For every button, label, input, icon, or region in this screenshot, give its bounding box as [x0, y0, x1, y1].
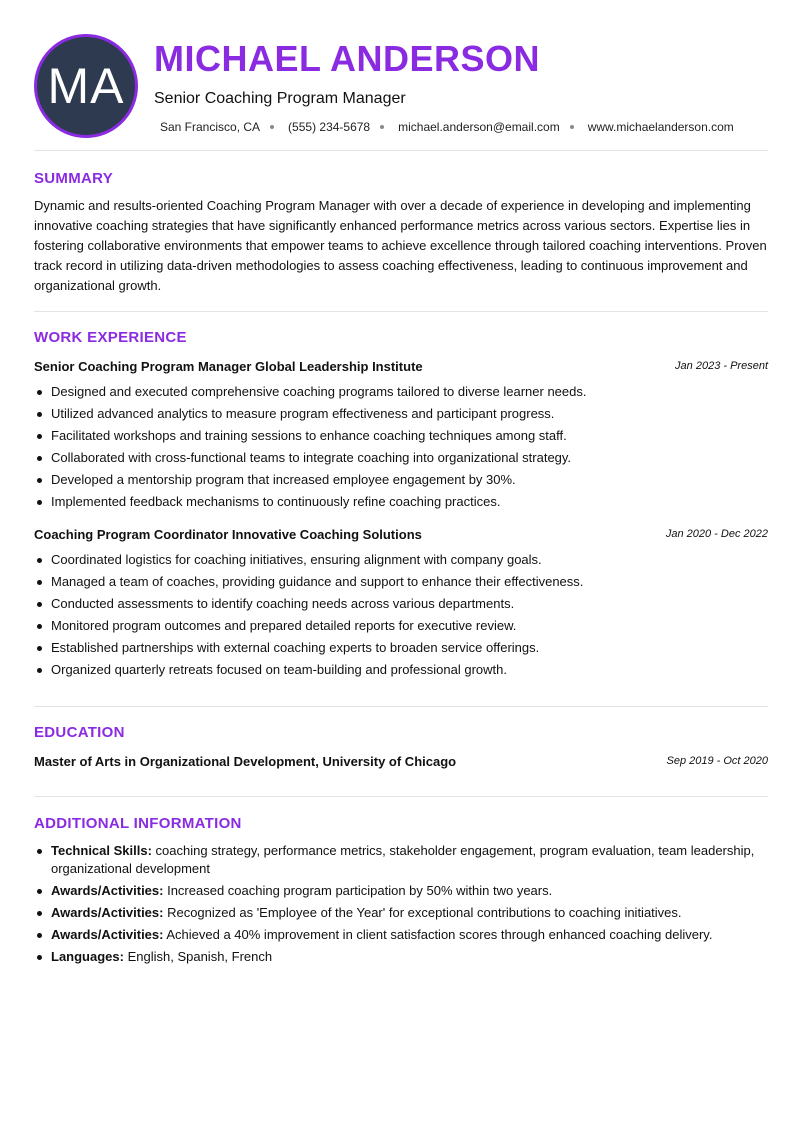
info-label: Languages:	[51, 949, 124, 964]
candidate-name: MICHAEL ANDERSON	[154, 38, 541, 79]
info-text: Increased coaching program participation by 50% within two years.	[163, 883, 553, 898]
list-item: Designed and executed comprehensive coaching programs tailored to diverse learner needs.	[34, 381, 768, 403]
section-divider	[34, 706, 768, 707]
job-dates: Jan 2020 - Dec 2022	[665, 528, 768, 540]
info-text: coaching strategy, performance metrics, stakeholder engagement, program evaluation, team leadership, organizational development	[51, 843, 755, 876]
education-dates: Sep 2019 - Oct 2020	[666, 755, 768, 767]
list-item	[34, 926, 768, 944]
list-item: Utilized advanced analytics to measure program effectiveness and participant progress.	[34, 403, 768, 425]
job-header	[34, 358, 768, 378]
list-item	[34, 882, 768, 900]
work-experience-heading: WORK EXPERIENCE	[34, 329, 187, 346]
bullet-separator-icon	[270, 125, 274, 129]
education-heading: EDUCATION	[34, 724, 125, 741]
section-divider	[34, 311, 768, 312]
list-item: Developed a mentorship program that increased employee engagement by 30%.	[34, 469, 768, 491]
job-header	[34, 526, 768, 546]
info-text: English, Spanish, French	[123, 949, 273, 964]
avatar	[34, 34, 138, 138]
list-item	[34, 904, 768, 922]
list-item: Organized quarterly retreats focused on team-building and professional growth.	[34, 659, 768, 681]
bullet-separator-icon	[380, 125, 384, 129]
contact-phone: (555) 234-5678	[288, 120, 371, 134]
summary-text: Dynamic and results-oriented Coaching Program Manager with over a decade of experience in developing and implementing innovative coaching strategies that have significantly enhanced performance metrics across various sectors. Expertise lies in fostering collaborative environments that empower teams to achieve excellence through tailored coaching interventions. Proven track record in utilizing data-driven methodologies to assess coaching effectiveness, leading to continuous improvement and organizational growth.	[34, 198, 767, 293]
list-item: Implemented feedback mechanisms to continuously refine coaching practices.	[34, 491, 768, 513]
job-dates: Jan 2023 - Present	[675, 360, 768, 372]
resume-header	[34, 34, 768, 138]
list-item: Managed a team of coaches, providing guidance and support to enhance their effectiveness.	[34, 571, 768, 593]
section-divider	[34, 796, 768, 797]
additional-info-list	[34, 842, 768, 970]
info-label: Technical Skills:	[51, 843, 152, 858]
info-label: Awards/Activities:	[51, 927, 164, 942]
candidate-title: Senior Coaching Program Manager	[154, 90, 406, 107]
education-entry	[34, 753, 768, 773]
job-bullets	[34, 381, 768, 513]
contact-website[interactable]: www.michaelanderson.com	[587, 120, 734, 134]
list-item: Collaborated with cross-functional teams to integrate coaching into organizational strategy.	[34, 447, 768, 469]
contact-email[interactable]: michael.anderson@email.com	[398, 120, 560, 134]
contact-info	[160, 120, 734, 134]
info-text: Recognized as 'Employee of the Year' for exceptional contributions to coaching initiatives.	[163, 905, 682, 920]
job-bullets	[34, 549, 768, 681]
list-item	[34, 948, 768, 966]
job-role: Coaching Program Coordinator Innovative Coaching Solutions	[34, 527, 422, 542]
avatar-initials: MA	[47, 58, 125, 114]
additional-info-heading: ADDITIONAL INFORMATION	[34, 815, 242, 832]
bullet-separator-icon	[570, 125, 574, 129]
job-role: Senior Coaching Program Manager Global Leadership Institute	[34, 359, 423, 374]
info-label: Awards/Activities:	[51, 883, 164, 898]
info-text: Achieved a 40% improvement in client satisfaction scores through enhanced coaching delivery.	[163, 927, 713, 942]
list-item: Conducted assessments to identify coaching needs across various departments.	[34, 593, 768, 615]
section-divider	[34, 150, 768, 151]
list-item	[34, 842, 768, 878]
list-item: Coordinated logistics for coaching initiatives, ensuring alignment with company goals.	[34, 549, 768, 571]
list-item: Established partnerships with external coaching experts to broaden service offerings.	[34, 637, 768, 659]
list-item: Facilitated workshops and training sessions to enhance coaching techniques among staff.	[34, 425, 768, 447]
contact-location: San Francisco, CA	[160, 120, 261, 134]
summary-heading: SUMMARY	[34, 170, 114, 187]
education-degree: Master of Arts in Organizational Development, University of Chicago	[34, 754, 457, 769]
list-item: Monitored program outcomes and prepared detailed reports for executive review.	[34, 615, 768, 637]
info-label: Awards/Activities:	[51, 905, 164, 920]
